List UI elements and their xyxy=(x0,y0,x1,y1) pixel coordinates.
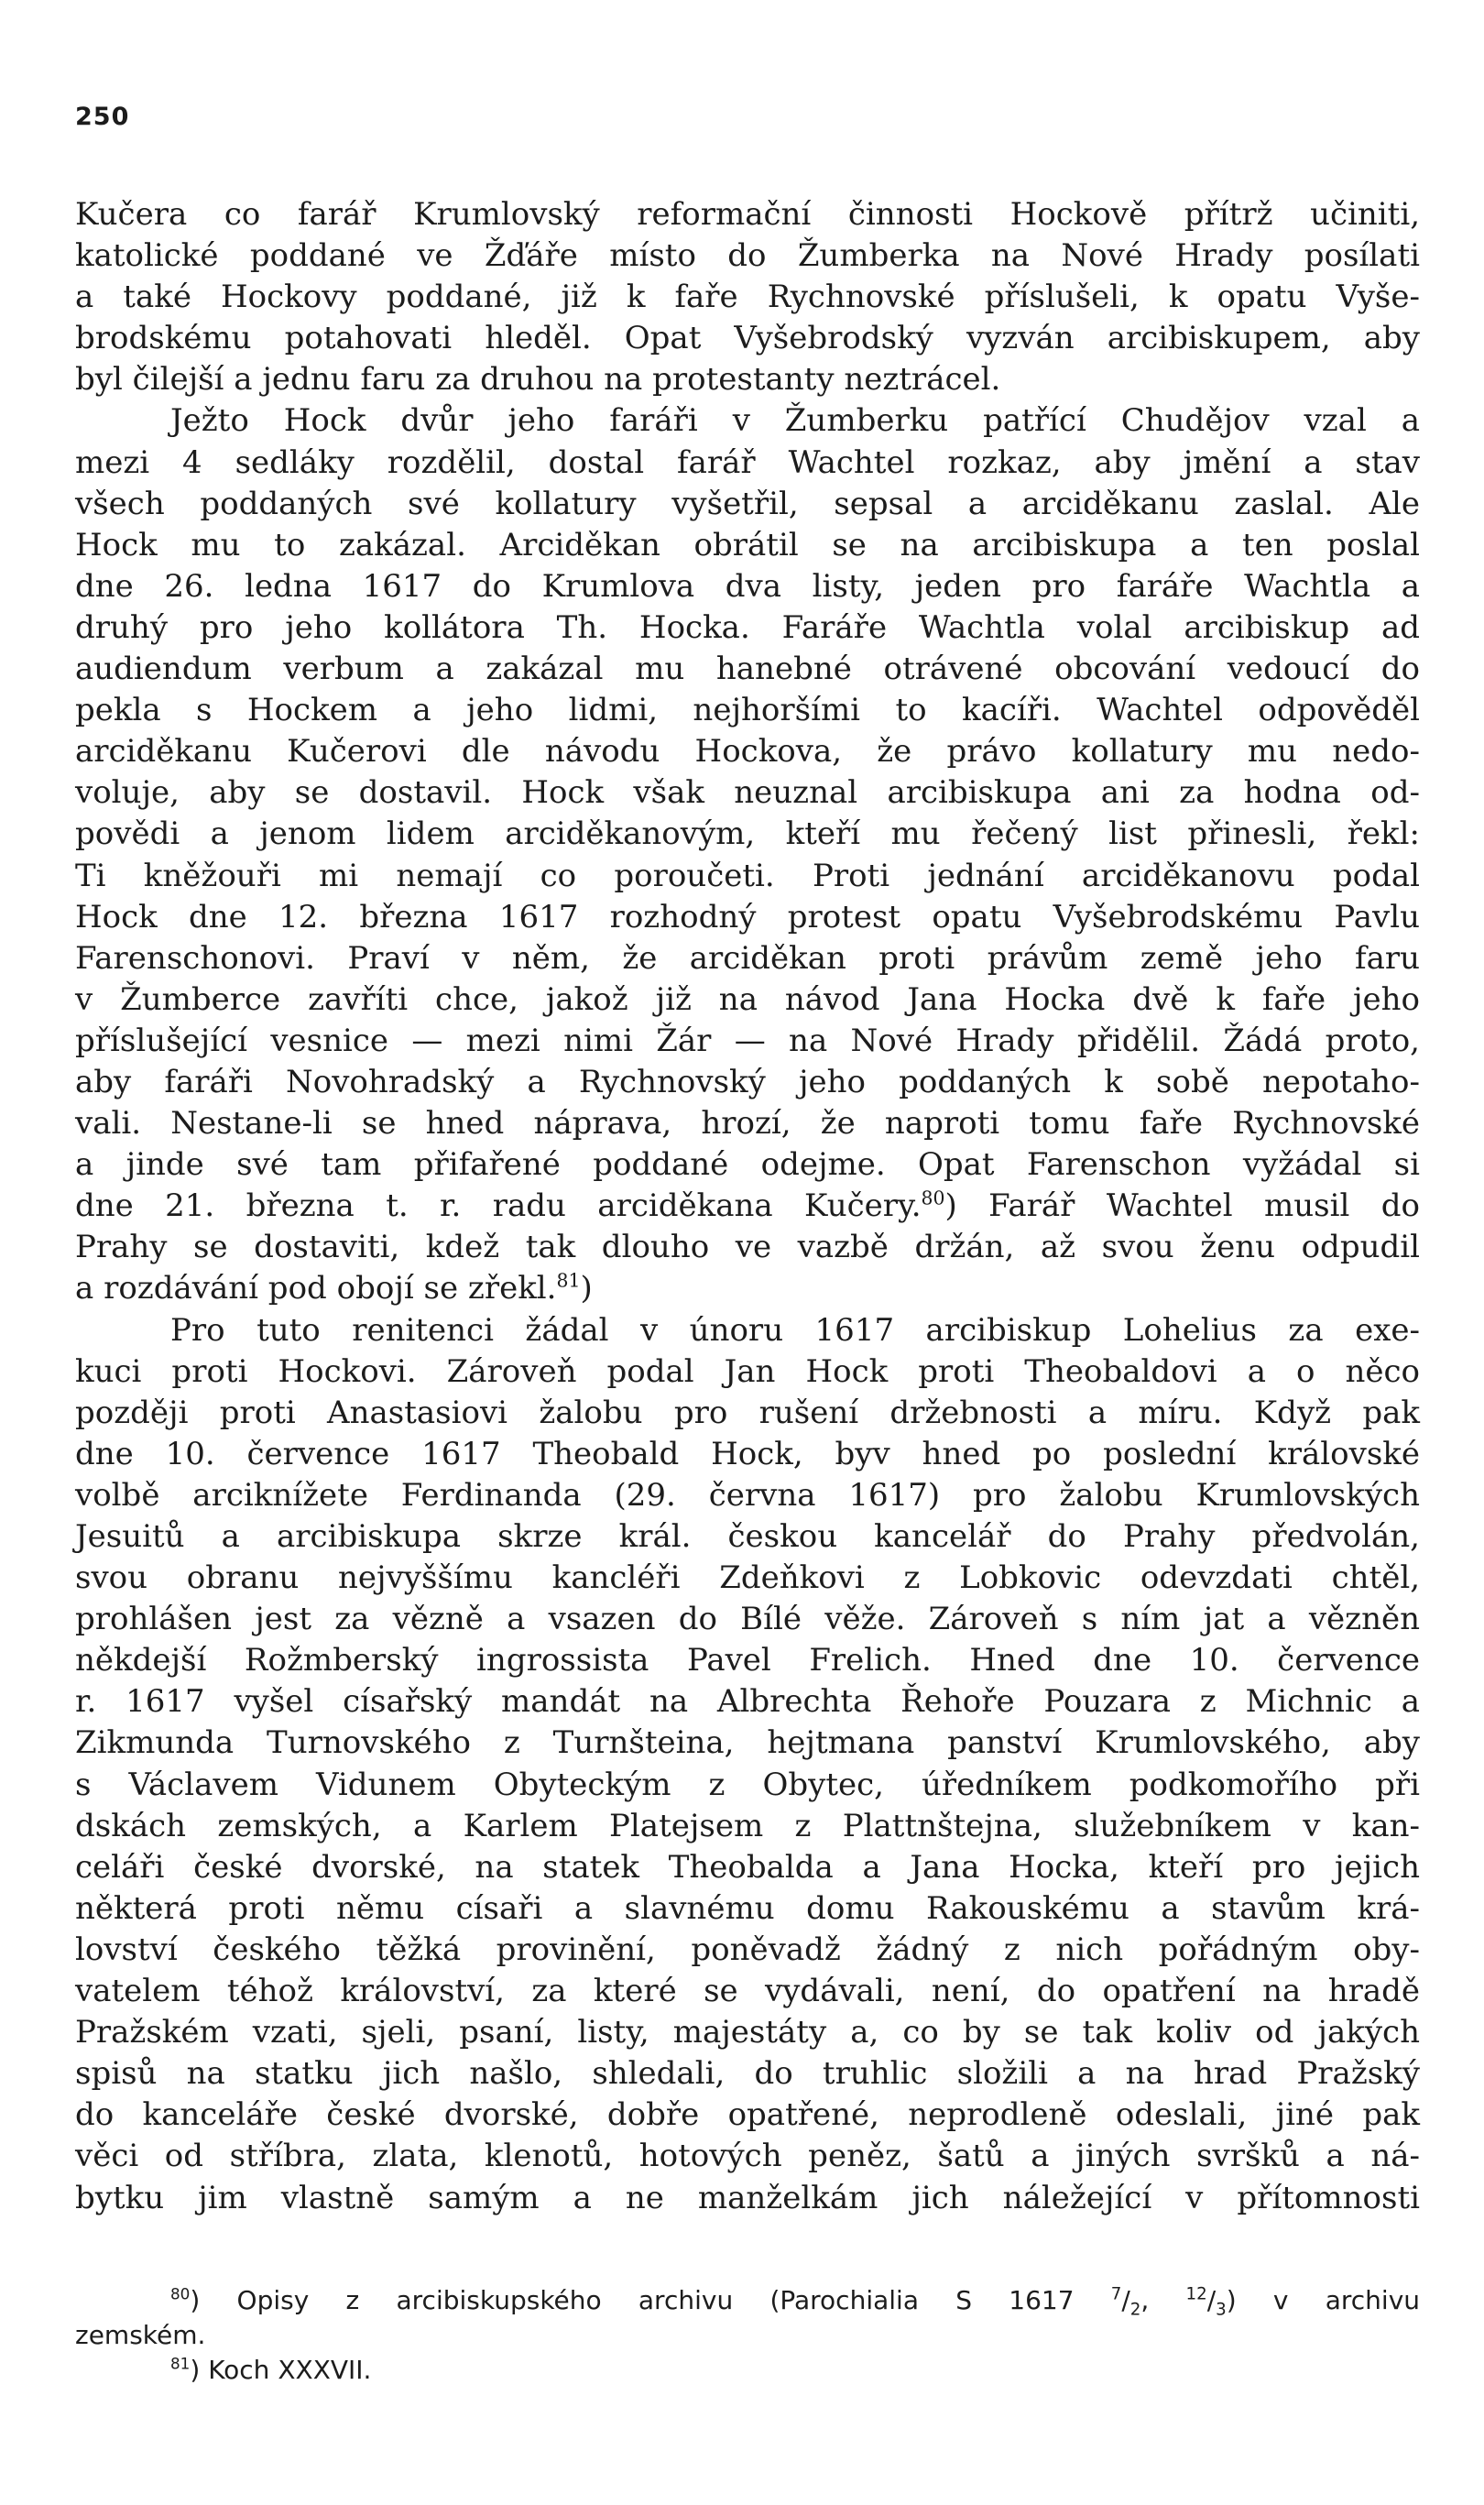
fraction: $^7/_2$ xyxy=(1110,2284,1141,2320)
text-line: některá proti němu císaři a slavnému domu Rakouskému a stavům krá- xyxy=(75,1889,1420,1927)
text-line: celáři české dvorské, na statek Theobalda a Jana Hocka, kteří pro jejich xyxy=(75,1848,1420,1886)
text-line: spisů na statku jich našlo, shledali, do truhlic složili a na hrad Pražský xyxy=(75,2055,1420,2093)
text-line: a také Hockovy poddané, již k faře Rychnovské příslušeli, k opatu Vyše- xyxy=(75,279,1420,316)
text-line: dskách zemských, a Karlem Platejsem z Plattnštejna, služebníkem v kan- xyxy=(75,1807,1420,1844)
text-line: věci od stříbra, zlata, klenotů, hotových peněz, šatů a jiných svršků a ná- xyxy=(75,2138,1420,2175)
text-line: pekla s Hockem a jeho lidmi, nejhoršími to kacíři. Wachtel odpověděl xyxy=(75,692,1420,729)
text-line: Hock dne 12. března 1617 rozhodný protest opatu Vyšebrodskému Pavlu xyxy=(75,898,1420,935)
text-line: svou obranu nejvyššímu kancléři Zdeňkovi z Lobkovic odevzdati chtěl, xyxy=(75,1559,1420,1597)
text-line: Ježto Hock dvůr jeho faráři v Žumberku patřící Chudějov vzal a xyxy=(170,402,1420,440)
text-line: Pro tuto renitenci žádal v únoru 1617 arcibiskup Lohelius za exe- xyxy=(170,1311,1420,1349)
text-line: lovství českého těžká provinění, poněvadž žádný z nich pořádným oby- xyxy=(75,1931,1420,1968)
text-line-with-note: a rozdávání pod obojí se zřekl.$^{81}$) xyxy=(75,1270,593,1307)
text-line: brodskému potahovati hleděl. Opat Vyšebrodský vyzván arcibiskupem, aby xyxy=(75,320,1420,357)
text-line: dne 26. ledna 1617 do Krumlova dva listy, jeden pro faráře Wachtla a xyxy=(75,567,1420,605)
text-line: Zikmunda Turnovského z Turnšteina, hejtmana panství Krumlovského, aby xyxy=(75,1724,1420,1762)
text-line: příslušející vesnice — mezi nimi Žár — na Nové Hrady přidělil. Žádá proto, xyxy=(75,1022,1420,1059)
text-line: katolické poddané ve Žďáře místo do Žumberka na Nové Hrady posílati xyxy=(75,237,1420,275)
footnote-text: Koch XXXVII. xyxy=(208,2355,372,2385)
text-line: vatelem téhož království, za které se vydávali, není, do opatření na hradě xyxy=(75,1973,1420,2010)
text-line: vali. Nestane-li se hned náprava, hrozí, že naproti tomu faře Rychnovské xyxy=(75,1105,1420,1143)
text-line: všech poddaných své kollatury vyšetřil, sepsal a arciděkanu zaslal. Ale xyxy=(75,485,1420,522)
text-line: do kanceláře české dvorské, dobře opatřené, neprodleně odeslali, jiné pak xyxy=(75,2096,1420,2134)
text-line: audiendum verbum a zakázal mu hanebné otrávené obcování vedoucí do xyxy=(75,651,1420,688)
text-line: Hock mu to zakázal. Arciděkan obrátil se na arcibiskupa a ten poslal xyxy=(75,526,1420,563)
text-line: r. 1617 vyšel císařský mandát na Albrechta Řehoře Pouzara z Michnic a xyxy=(75,1683,1420,1721)
main-text xyxy=(75,194,1420,2219)
text-line: Ti kněžouři mi nemají co poroučeti. Proti jednání arciděkanovu podal xyxy=(75,857,1420,894)
text-line: někdejší Rožmberský ingrossista Pavel Frelich. Hned dne 10. července xyxy=(75,1642,1420,1679)
footnote-ref-81: 81 xyxy=(556,1270,581,1293)
footnote-ref-80: 80 xyxy=(921,1187,945,1209)
text-line: v Žumberce zavříti chce, jakož již na návod Jana Hocka dvě k faře jeho xyxy=(75,980,1420,1018)
text-line: byl čilejší a jednu faru za druhou na protestanty neztrácel. xyxy=(75,361,1001,399)
text-line: Pražském vzati, sjeli, psaní, listy, majestáty a, co by se tak koliv od jakých xyxy=(75,2014,1420,2051)
text-line: povědi a jenom lidem arciděkanovým, kteří mu řečený list přinesli, řekl: xyxy=(75,815,1420,853)
text-fragment: a rozdávání pod obojí se zřekl. xyxy=(75,1270,557,1307)
text-line: volbě arciknížete Ferdinanda (29. června 1617) pro žalobu Krumlovských xyxy=(75,1476,1420,1514)
text-line: a jinde své tam přifařené poddané odejme. Opat Farenschon vyžádal si xyxy=(75,1146,1420,1184)
text-line: Jesuitů a arcibiskupa skrze král. českou kancelář do Prahy předvolán, xyxy=(75,1518,1420,1555)
footnote-text: Opisy z arcibiskupského archivu (Parochialia S 1617 xyxy=(236,2285,1075,2315)
text-fragment: dne 21. března t. r. radu arciděkana Kučery. xyxy=(75,1187,922,1225)
footnote-text: v archivu xyxy=(1272,2285,1421,2315)
fraction: $^{12}/_3$ xyxy=(1185,2284,1227,2320)
text-line: aby faráři Novohradský a Rychnovský jeho poddaných k sobě nepotaho- xyxy=(75,1063,1420,1100)
text-line: bytku jim vlastně samým a ne manželkám jich náležející v přítomnosti xyxy=(75,2179,1420,2216)
text-line: druhý pro jeho kollátora Th. Hocka. Faráře Wachtla volal arcibiskup ad xyxy=(75,608,1420,646)
footnotes xyxy=(75,2283,1420,2388)
text-line: Kučera co farář Krumlovský reformační činnosti Hockově přítrž učiniti, xyxy=(75,196,1420,233)
footnote-label: 80 xyxy=(170,2284,191,2303)
footnote-81: $^{81}$) Koch XXXVII. xyxy=(170,2354,372,2385)
text-fragment: Farář Wachtel musil do xyxy=(988,1187,1420,1225)
text-line: kuci proti Hockovi. Zároveň podal Jan Hock proti Theobaldovi a o něco xyxy=(75,1352,1420,1390)
footnote-80-cont: zemském. xyxy=(75,2320,206,2350)
footnote-80: $^{80}$) Opisy z arcibiskupského archivu (Parochialia S 1617 $^7/_2$, $^{12}/_3$) v archivu xyxy=(170,2284,1421,2320)
page-number: 250 xyxy=(75,103,130,131)
text-line: dne 10. července 1617 Theobald Hock, byv hned po poslední královské xyxy=(75,1435,1420,1472)
text-line: Prahy se dostaviti, kdež tak dlouho ve vazbě držán, až svou ženu odpudil xyxy=(75,1229,1420,1266)
text-line: prohlášen jest za vězně a vsazen do Bílé věže. Zároveň s ním jat a vězněn xyxy=(75,1601,1420,1638)
footnote-label: 81 xyxy=(170,2354,191,2373)
text-line: arciděkanu Kučerovi dle návodu Hockova, že právo kollatury mu nedo- xyxy=(75,733,1420,771)
text-line: později proti Anastasiovi žalobu pro rušení držebnosti a míru. Když pak xyxy=(75,1394,1420,1431)
text-line-with-note: dne 21. března t. r. radu arciděkana Kučery.$^{80}$) Farář Wachtel musil do xyxy=(75,1187,1420,1225)
text-line: Farenschonovi. Praví v něm, že arciděkan proti právům země jeho faru xyxy=(75,939,1420,977)
text-line: voluje, aby se dostavil. Hock však neuznal arcibiskupa ani za hodna od- xyxy=(75,774,1420,812)
text-line: mezi 4 sedláky rozdělil, dostal farář Wachtel rozkaz, aby jmění a stav xyxy=(75,443,1420,481)
text-line: s Václavem Vidunem Obyteckým z Obytec, úředníkem podkomořího při xyxy=(75,1766,1420,1803)
